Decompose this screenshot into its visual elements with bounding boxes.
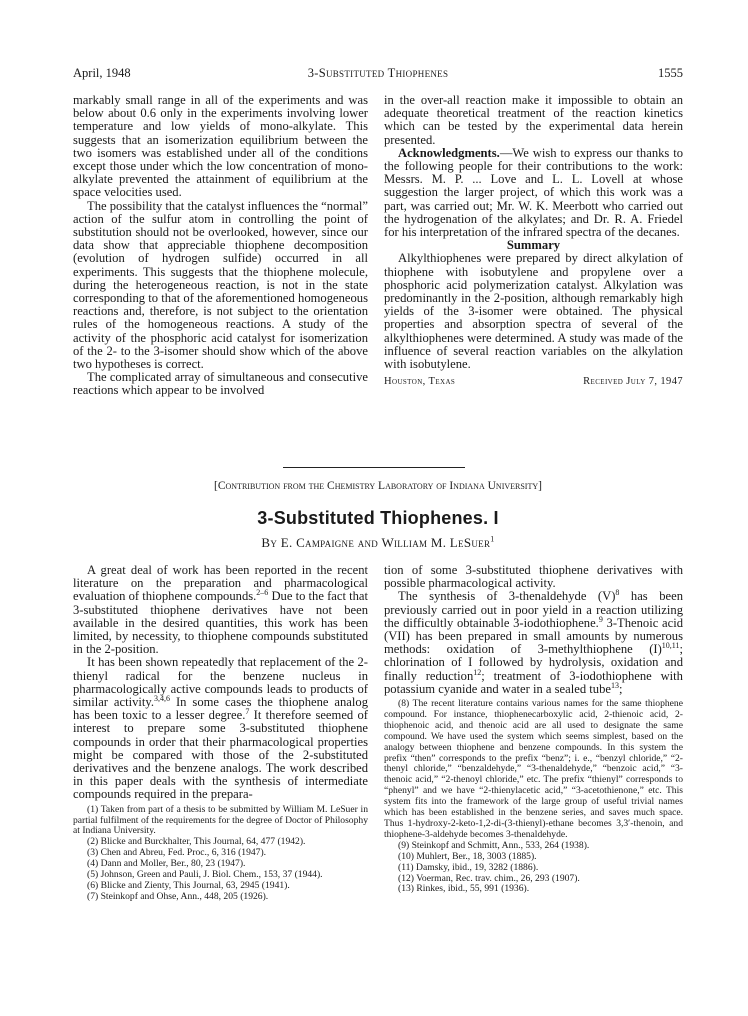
signature-line [384,375,683,388]
paragraph: tion of some 3-substituted thiophene derivatives with possible pharmacological activity. [384,563,683,591]
footnote: (3) Chen and Abreu, Fed. Proc., 6, 316 (1947). [87,847,267,859]
text-run: In some cases the thiophene analog has been toxic to a lesser degree. [73,695,368,723]
contribution-from: Contribution from the [217,480,325,492]
footnote: (5) Johnson, Green and Pauli, J. Biol. Chem., 153, 37 (1944). [87,869,323,881]
text-run: 3-Thenoic acid (VII) has been prepared in small amounts by numerous methods: oxidation of 3-methylthiophene (I) [384,615,683,657]
header-running-title: 3-Substituted Thiophenes [307,66,449,80]
footnote-ref: 12 [473,667,482,677]
header-page-number: 1555 [658,66,683,80]
footnotes-right [384,699,683,895]
summary-heading: Summary [506,238,561,253]
paragraph [73,656,368,801]
paragraph: The complicated array of simultaneous and consecutive reactions which appear to be involved [73,370,368,398]
received-date: Received July 7, 1947 [583,376,683,388]
author-name: E. Campaigne [280,535,355,550]
bracket: [ [214,480,218,492]
text-run: A great deal of work has been reported in the recent literature on the preparation and pharmacological evaluation of thiophene compounds. [73,563,368,604]
contribution-lab: Chemistry [327,480,376,492]
acknowledgments [384,147,683,239]
paragraph: markably small range in all of the experiments and was below about 0.6 only in the experiments involving lower temperature and low yields of mono-alkylate. This suggests that an isomerization equilibrium between the two isomers was established under all of the conditions except those under which the low concentration of mono-alkylate prevented the attainment of equilibrium at the space velocities used. [73,93,368,200]
previous-article-right-column [384,94,683,388]
by-label: By [261,535,278,550]
text-run: It therefore seemed of interest to prepare some 3-substituted thiophene compounds in order that their pharmacological properties might be compared with those of the 2-substituted derivatives and the benzene analogs. The work described in this paper deals with the synthesis of intermediate compounds required in the prepara- [73,708,369,802]
contribution-line [73,480,683,492]
text-run: ; treatment of 3-iodothiophene with potassium cyanide and water in a sealed tube [384,668,683,696]
footnote-ref: 3,4,6 [154,693,171,703]
footnote: (9) Steinkopf and Schmitt, Ann., 533, 264 (1938). [398,839,590,851]
text-run: ; [618,681,623,696]
text-run: Due to the fact that 3-substituted thiophene derivatives have not been available in the desired quantities, this work has been limited, by necessity, to thiophene compounds substituted in the 2-position. [73,589,368,657]
paragraph [384,590,683,696]
footnote: (4) Dann and Moller, Ber., 80, 23 (1947). [87,858,246,870]
footnote: (13) Rinkes, ibid., 55, 991 (1936). [398,883,530,895]
footnote: (1) Taken from part of a thesis to be submitted by William M. LeSuer in partial fulfilment of the requirements for the degree of Doctor of Philosophy at Indiana University. [73,803,368,837]
location: Houston, Texas [384,376,456,388]
footnote: (12) Voerman, Rec. trav. chim., 26, 293 (1907). [398,872,580,884]
text-run: The synthesis of 3-thenaldehyde (V) [398,589,616,604]
contribution-rest: Laboratory of Indiana University [378,480,539,492]
footnotes-left [73,805,368,903]
footnote-ref: 10,11 [661,641,680,651]
article-title: 3-Substituted Thiophenes. I [257,508,499,528]
footnote-ref: 9 [598,614,603,624]
footnote: (7) Steinkopf and Ohse, Ann., 448, 205 (1926). [87,890,269,902]
text-run: ; chlorination of I followed by hydrolysis, oxidation and finally reduction [384,642,683,683]
author-name: William M. LeSuer [381,535,491,550]
footnote: (8) The recent literature contains various names for the same thiophene compound. For instance, thiophenecarboxylic acid, 2-thienoic acid, 2-thiophenoic acid, and thenoic acid are all used to designate the same compound. We have used the system which seems simplest, based on the analogy between thiophene and benzene compounds. In this system the prefix “then” corresponds to the prefix “benz”; i. e., “benzyl chloride,” “2-thenyl chloride,” “benzaldehyde,” “3-thenaldehyde,” “benzoic acid,” “3-thenoic acid,” “2-thenoyl chloride,” etc. The prefix “thienyl” corresponds to “phenyl” and we have “2-thienylacetic acid,” “3-acetothienone,” etc. This system fits into the framework of the large group of useful trivial names which has been established in the benzene series, and saves much space. Thus 1-hydroxy-2-keto-1,2-di-(3-thienyl)-ethane becomes 3,3′-thenoin, and thiophene-3-aldehyde becomes 3-thenaldehyde. [384,698,683,840]
footnote-ref: 13 [610,680,619,690]
acknowledgments-heading: Acknowledgments. [398,145,500,160]
acknowledgments-text: —We wish to express our thanks to the following people for their contributions to the work: Messrs. M. P. ... Love and L. L. Lovell at whose suggestion the larger project, of which this work was a part, was carried out; Mr. W. K. Meerbott who carried out the hydrogenation of the alkylates; and Dr. R. A. Friedel for his interpretation of the infrared spectra of the decanes. [384,145,683,240]
footnote: (11) Damsky, ibid., 19, 3282 (1886). [398,861,539,873]
article-left-column [73,564,368,903]
paragraph: in the over-all reaction make it impossible to obtain an adequate theoretical treatment of the reaction kinetics which can be tested by the experimental data herein presented. [384,93,683,147]
previous-article-left-column [73,94,368,398]
footnote-ref: 2–6 [256,588,269,598]
paragraph [73,564,368,656]
author-line [73,535,683,551]
article-divider [283,467,465,468]
bracket: ] [538,480,542,492]
text-run: has been previously carried out in poor yield in a reaction utilizing the difficultly obtainable 3-iodothiophene. [384,589,683,630]
footnote: (6) Blicke and Zienty, This Journal, 63, 2945 (1941). [87,880,290,891]
article-right-column [384,564,683,895]
summary-text: Alkylthiophenes were prepared by direct alkylation of thiophene with isobutylene and propylene over a phosphoric acid polymerization catalyst. Alkylation was predominantly in the 2-position, although remarkably high yields of the 3-isomer were obtained. The physical properties and absorption spectra of several of the alkylthiophenes were determined. A study was made of the influence of several reaction variables on the alkylation with isobutylene. [384,251,683,372]
paragraph: The possibility that the catalyst influences the “normal” action of the sulfur atom in controlling the point of substitution should not be overlooked, however, since our data show that appreciable thiophene decomposition (evolution of hydrogen sulfide) occurred in all experiments. This suggests that the thiophene molecule, during the heterogeneous reaction, is not in the state corresponding to that of the aforementioned homogeneous reactions and, therefore, is not subject to the orientation rules of the homogeneous reactions. A study of the activity of the phosphoric acid catalyst for isomerization of the 2- to the 3-isomer should show which of the above two hypotheses is correct. [73,198,368,372]
and-label: and [357,535,379,550]
footnote-ref: 8 [615,588,620,598]
footnote: (2) Blicke and Burckhalter, This Journal, 64, 477 (1942). [87,836,306,848]
footnote: (10) Muhlert, Ber., 18, 3003 (1885). [398,850,537,862]
running-header [73,66,683,84]
footnote-ref: 7 [245,707,250,717]
text-run: It has been shown repeatedly that replacement of the 2-thienyl radical for the benzene nucleus in pharmacologically active compounds leads to products of similar activity. [73,655,368,710]
header-date: April, 1948 [73,66,131,80]
footnote-ref: 1 [490,534,495,544]
